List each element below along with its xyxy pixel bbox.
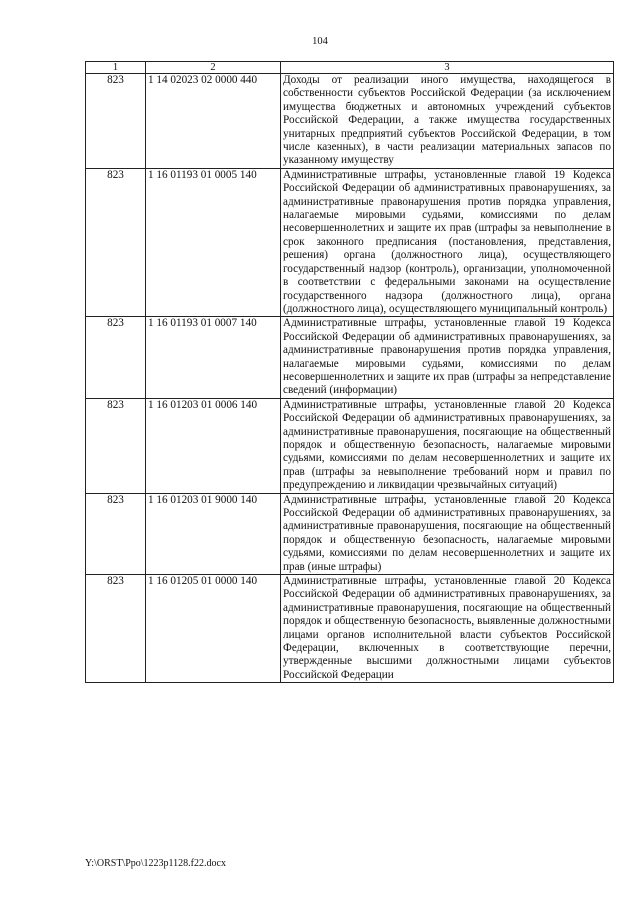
budget-code-cell: 1 16 01203 01 9000 140: [146, 493, 281, 574]
admin-code-cell: 823: [86, 493, 146, 574]
admin-code-cell: 823: [86, 168, 146, 316]
budget-code-cell: 1 16 01193 01 0007 140: [146, 317, 281, 398]
description-cell: Административные штрафы, установленные главой 20 Кодекса Российской Федерации об административных правонарушениях, за административные правонарушения, посягающие на общественный порядок и общественную безопасность, выявленные должностными лицами органов исполнительной власти субъектов Российской Федерации, включенных в соответствующие перечни, утвержденные высшими должностными лицами субъектов Российской Федерации: [281, 575, 614, 683]
admin-code-cell: 823: [86, 74, 146, 169]
admin-code-cell: 823: [86, 317, 146, 398]
table-row: [86, 575, 614, 683]
table-row: [86, 493, 614, 574]
description-cell: Административные штрафы, установленные главой 20 Кодекса Российской Федерации об административных правонарушениях, за административные правонарушения, посягающие на общественный порядок и общественную безопасность, налагаемые мировыми судьями, комиссиями по делам несовершеннолетних и защите их прав (штрафы за невыполнение требований норм и правил по предупреждению и ликвидации чрезвычайных ситуаций): [281, 398, 614, 493]
table-row: [86, 398, 614, 493]
page-number: 104: [312, 36, 328, 47]
column-header-2: 2: [146, 62, 281, 74]
table-row: [86, 168, 614, 316]
table-row: [86, 74, 614, 169]
table-row: [86, 317, 614, 398]
budget-code-cell: 1 14 02023 02 0000 440: [146, 74, 281, 169]
description-cell: Административные штрафы, установленные главой 20 Кодекса Российской Федерации об административных правонарушениях, за административные правонарушения, посягающие на общественный порядок и общественную безопасность, налагаемые мировыми судьями, комиссиями по делам несовершеннолетних и защите их прав (иные штрафы): [281, 493, 614, 574]
budget-code-cell: 1 16 01203 01 0006 140: [146, 398, 281, 493]
description-cell: Административные штрафы, установленные главой 19 Кодекса Российской Федерации об административных правонарушениях, за административные правонарушения против порядка управления, налагаемые мировыми судьями, комиссиями по делам несовершеннолетних и защите их прав (штрафы за непредставление сведений (информации): [281, 317, 614, 398]
column-header-1: 1: [86, 62, 146, 74]
admin-code-cell: 823: [86, 575, 146, 683]
table-header-row: [86, 62, 614, 74]
description-cell: Административные штрафы, установленные главой 19 Кодекса Российской Федерации об административных правонарушениях, за административные правонарушения против порядка управления, налагаемые мировыми судьями, комиссиями по делам несовершеннолетних и защите их прав (штрафы за невыполнение в срок законного предписания (постановления, представления, решения) органа (должностного лица), осуществляющего государственный надзор (контроль), организации, уполномоченной в соответствии с федеральными законами на осуществление государственного надзора (должностного лица), органа (должностного лица), осуществляющего муниципальный контроль): [281, 168, 614, 316]
budget-code-cell: 1 16 01205 01 0000 140: [146, 575, 281, 683]
document-file-path: Y:\ORST\Ppo\1223p1128.f22.docx: [85, 858, 226, 869]
revenue-codes-table: [85, 61, 614, 683]
description-cell: Доходы от реализации иного имущества, находящегося в собственности субъектов Российской Федерации (за исключением имущества бюджетных и автономных учреждений субъектов Российской Федерации, а также имущества государственных унитарных предприятий субъектов Российской Федерации, в том числе казенных), в части реализации материальных запасов по указанному имуществу: [281, 74, 614, 169]
budget-code-cell: 1 16 01193 01 0005 140: [146, 168, 281, 316]
column-header-3: 3: [281, 62, 614, 74]
admin-code-cell: 823: [86, 398, 146, 493]
